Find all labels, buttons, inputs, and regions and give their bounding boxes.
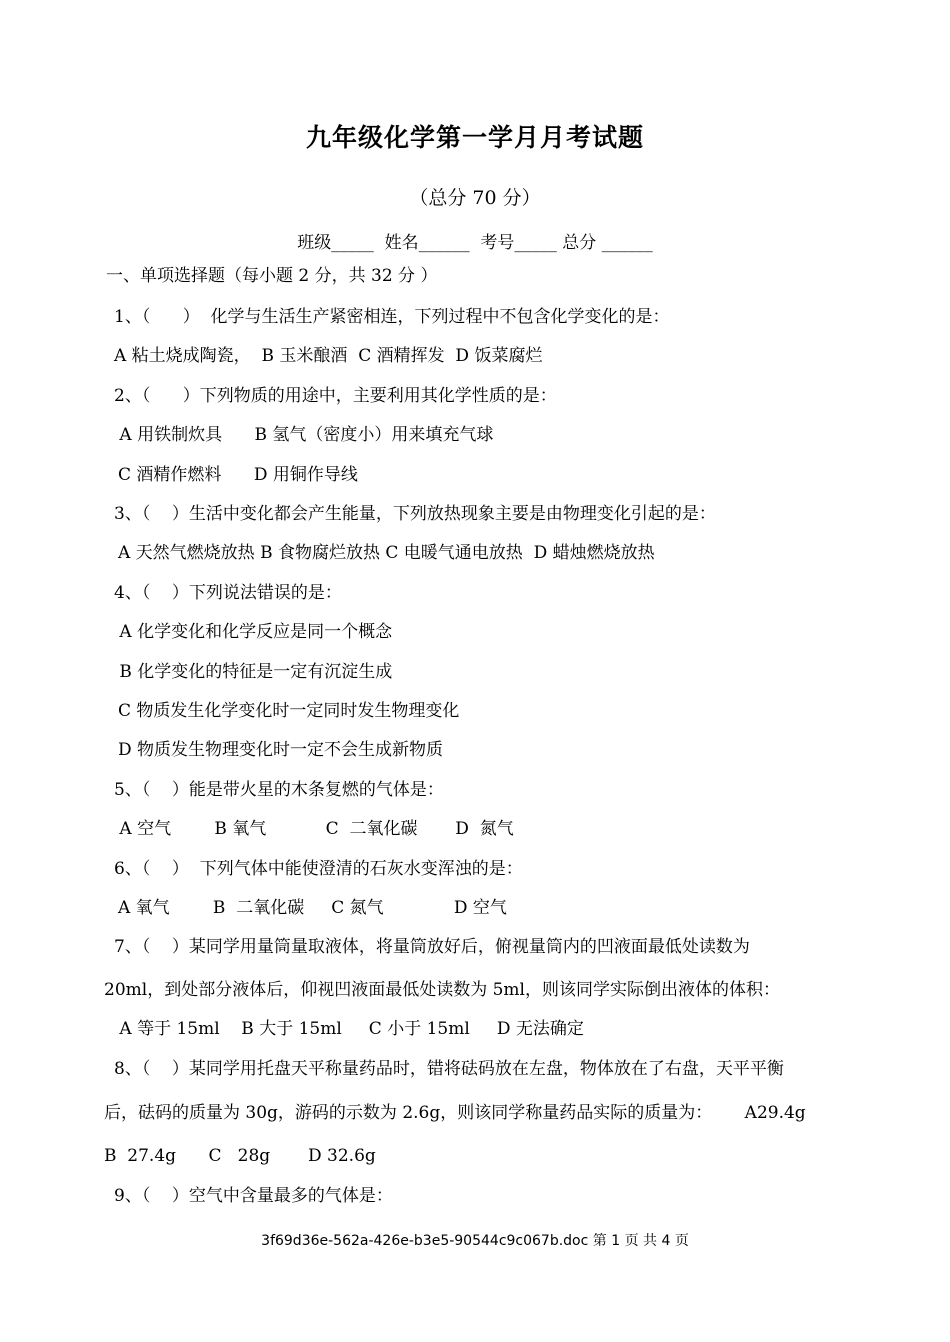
question-7: 7、（ ）某同学用量筒量取液体，将量筒放好后，俯视量筒内的凹液面最低处读数为 — [114, 937, 750, 957]
section-heading: 一、单项选择题（每小题 2 分，共 32 分 ） — [106, 266, 438, 286]
question-3-options: A 天然气燃烧放热 B 食物腐烂放热 C 电暖气通电放热 D 蜡烛燃烧放热 — [118, 543, 655, 563]
page-title: 九年级化学第一学月月考试题 — [305, 123, 644, 152]
question-1-options: A 粘土烧成陶瓷， B 玉米酿酒 C 酒精挥发 D 饭菜腐烂 — [114, 346, 543, 366]
question-2-options-ab: A 用铁制炊具 B 氢气（密度小）用来填充气球 — [114, 425, 494, 445]
question-4-option-b: B 化学变化的特征是一定有沉淀生成 — [114, 662, 393, 682]
question-5-options: A 空气 B 氧气 C 二氧化碳 D 氮气 — [114, 819, 514, 839]
question-6: 6、（ ） 下列气体中能使澄清的石灰水变浑浊的是： — [114, 859, 523, 879]
question-4: 4、（ ）下列说法错误的是： — [114, 583, 342, 603]
question-4-option-c: C 物质发生化学变化时一定同时发生物理变化 — [118, 701, 460, 721]
question-1: 1、（ ） 化学与生活生产紧密相连，下列过程中不包含化学变化的是： — [114, 307, 670, 327]
question-8: 8、（ ）某同学用托盘天平称量药品时，错将砝码放在左盘，物体放在了右盘，天平平衡 — [114, 1059, 784, 1079]
question-4-option-a: A 化学变化和化学反应是同一个概念 — [114, 622, 393, 642]
student-info-line: 班级_____ 姓名______ 考号_____ 总分 ______ — [297, 233, 653, 253]
question-7-continued: 20ml，到处部分液体后，仰视凹液面最低处读数为 5ml，则该同学实际倒出液体的体积： — [104, 980, 780, 1000]
question-8-options: B 27.4g C 28g D 32.6g — [104, 1146, 376, 1166]
question-2-options-cd: C 酒精作燃料 D 用铜作导线 — [118, 465, 358, 485]
question-4-option-d: D 物质发生物理变化时一定不会生成新物质 — [118, 740, 444, 760]
question-2: 2、（ ）下列物质的用途中，主要利用其化学性质的是： — [114, 386, 557, 406]
question-5: 5、（ ）能是带火星的木条复燃的气体是： — [114, 780, 444, 800]
question-6-options: A 氧气 B 二氧化碳 C 氮气 D 空气 — [118, 898, 507, 918]
question-7-options: A 等于 15ml B 大于 15ml C 小于 15ml D 无法确定 — [114, 1019, 584, 1039]
question-8-continued: 后，砝码的质量为 30g，游码的示数为 2.6g，则该同学称量药品实际的质量为： A29.4g — [104, 1103, 806, 1123]
question-3: 3、（ ）生活中变化都会产生能量，下列放热现象主要是由物理变化引起的是： — [114, 504, 716, 524]
page-footer: 3f69d36e-562a-426e-b3e5-90544c9c067b.doc 第 1 页 共 4 页 — [261, 1233, 689, 1249]
question-9: 9、（ ）空气中含量最多的气体是： — [114, 1186, 393, 1206]
total-score-note: （总分 70 分） — [409, 187, 541, 209]
